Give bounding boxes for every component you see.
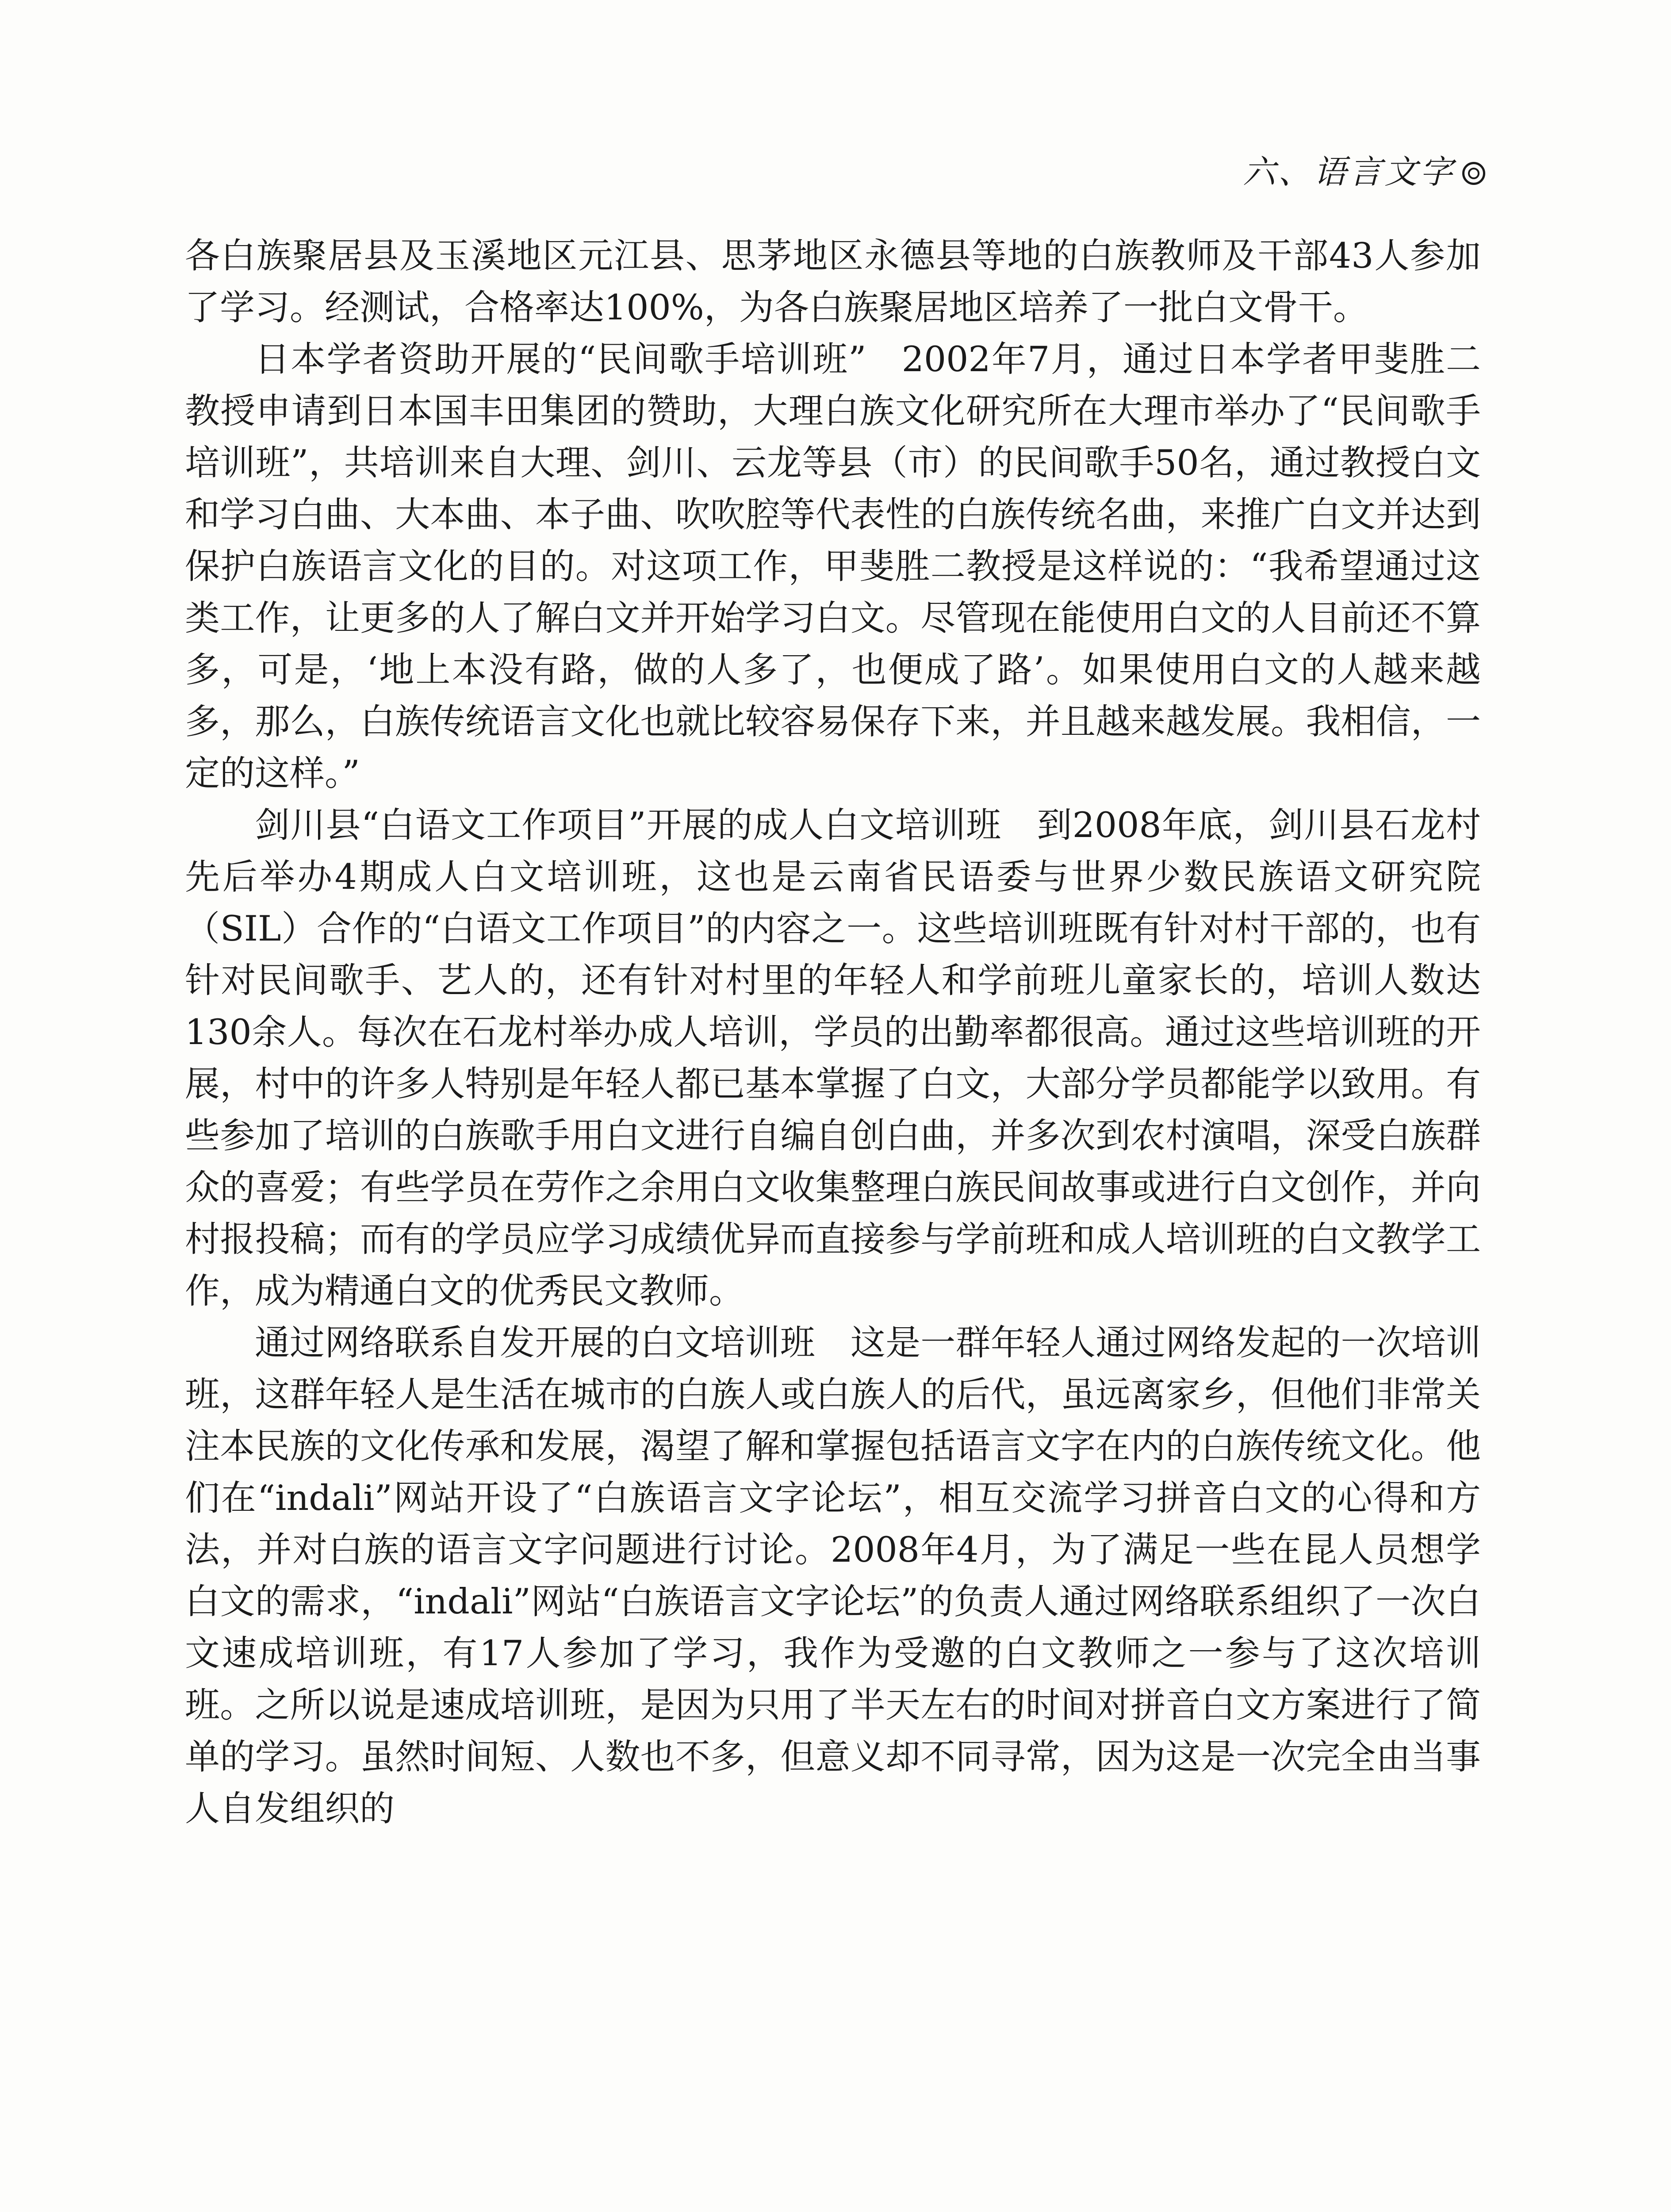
- paragraph-text: 各白族聚居县及玉溪地区元江县、思茅地区永德县等地的白族教师及干部43人参加了学习。经测试，合格率达100%，为各白族聚居地区培养了一批白文骨干。: [185, 235, 1481, 328]
- double-circle-icon: [1462, 162, 1485, 185]
- run-in-heading: 日本学者资助开展的“民间歌手培训班”: [255, 339, 866, 380]
- run-in-heading: 通过网络联系自发开展的白文培训班: [255, 1322, 815, 1363]
- running-header: [1243, 146, 1485, 193]
- run-in-heading: 剑川县“白语文工作项目”开展的成人白文培训班: [255, 805, 1002, 845]
- body-text: [185, 230, 1481, 1835]
- paragraph-singer-training: [185, 334, 1481, 799]
- paragraph-text: 2002年7月，通过日本学者甲斐胜二教授申请到日本国丰田集团的赞助，大理白族文化研究所在大理市举办了“民间歌手培训班”，共培训来自大理、剑川、云龙等县（市）的民间歌手50名，通过教授白文和学习白曲、大本曲、本子曲、吹吹腔等代表性的白族传统名曲，来推广白文并达到保护白族语言文化的目的。对这项工作，甲斐胜二教授是这样说的：“我希望通过这类工作，让更多的人了解白文并开始学习白文。尽管现在能使用白文的人目前还不算多，可是，‘地上本没有路，做的人多了，也便成了路’。如果使用白文的人越来越多，那么，白族传统语言文化也就比较容易保存下来，并且越来越发展。我相信，一定的这样。”: [185, 339, 1481, 794]
- paragraph-jianchuan-training: [185, 799, 1481, 1317]
- paragraph-text: 到2008年底，剑川县石龙村先后举办4期成人白文培训班，这也是云南省民语委与世界少数民族语文研究院（SIL）合作的“白语文工作项目”的内容之一。这些培训班既有针对村干部的，也有针对民间歌手、艺人的，还有针对村里的年轻人和学前班儿童家长的，培训人数达130余人。每次在石龙村举办成人培训，学员的出勤率都很高。通过这些培训班的开展，村中的许多人特别是年轻人都已基本掌握了白文，大部分学员都能学以致用。有些参加了培训的白族歌手用白文进行自编自创白曲，并多次到农村演唱，深受白族群众的喜爱；有些学员在劳作之余用白文收集整理白族民间故事或进行白文创作，并向村报投稿；而有的学员应学习成绩优异而直接参与学前班和成人培训班的白文教学工作，成为精通白文的优秀民文教师。: [185, 805, 1481, 1311]
- paragraph-continuation: [185, 230, 1481, 334]
- paragraph-online-training: [185, 1317, 1481, 1835]
- running-header-title: 六、语言文字: [1243, 153, 1455, 191]
- paragraph-text: 这是一群年轻人通过网络发起的一次培训班，这群年轻人是生活在城市的白族人或白族人的后代，虽远离家乡，但他们非常关注本民族的文化传承和发展，渴望了解和掌握包括语言文字在内的白族传统文化。他们在“indali”网站开设了“白族语言文字论坛”，相互交流学习拼音白文的心得和方法，并对白族的语言文字问题进行讨论。2008年4月，为了满足一些在昆人员想学白文的需求，“indali”网站“白族语言文字论坛”的负责人通过网络联系组织了一次白文速成培训班，有17人参加了学习，我作为受邀的白文教师之一参与了这次培训班。之所以说是速成培训班，是因为只用了半天左右的时间对拼音白文方案进行了简单的学习。虽然时间短、人数也不多，但意义却不同寻常，因为这是一次完全由当事人自发组织的: [185, 1322, 1481, 1829]
